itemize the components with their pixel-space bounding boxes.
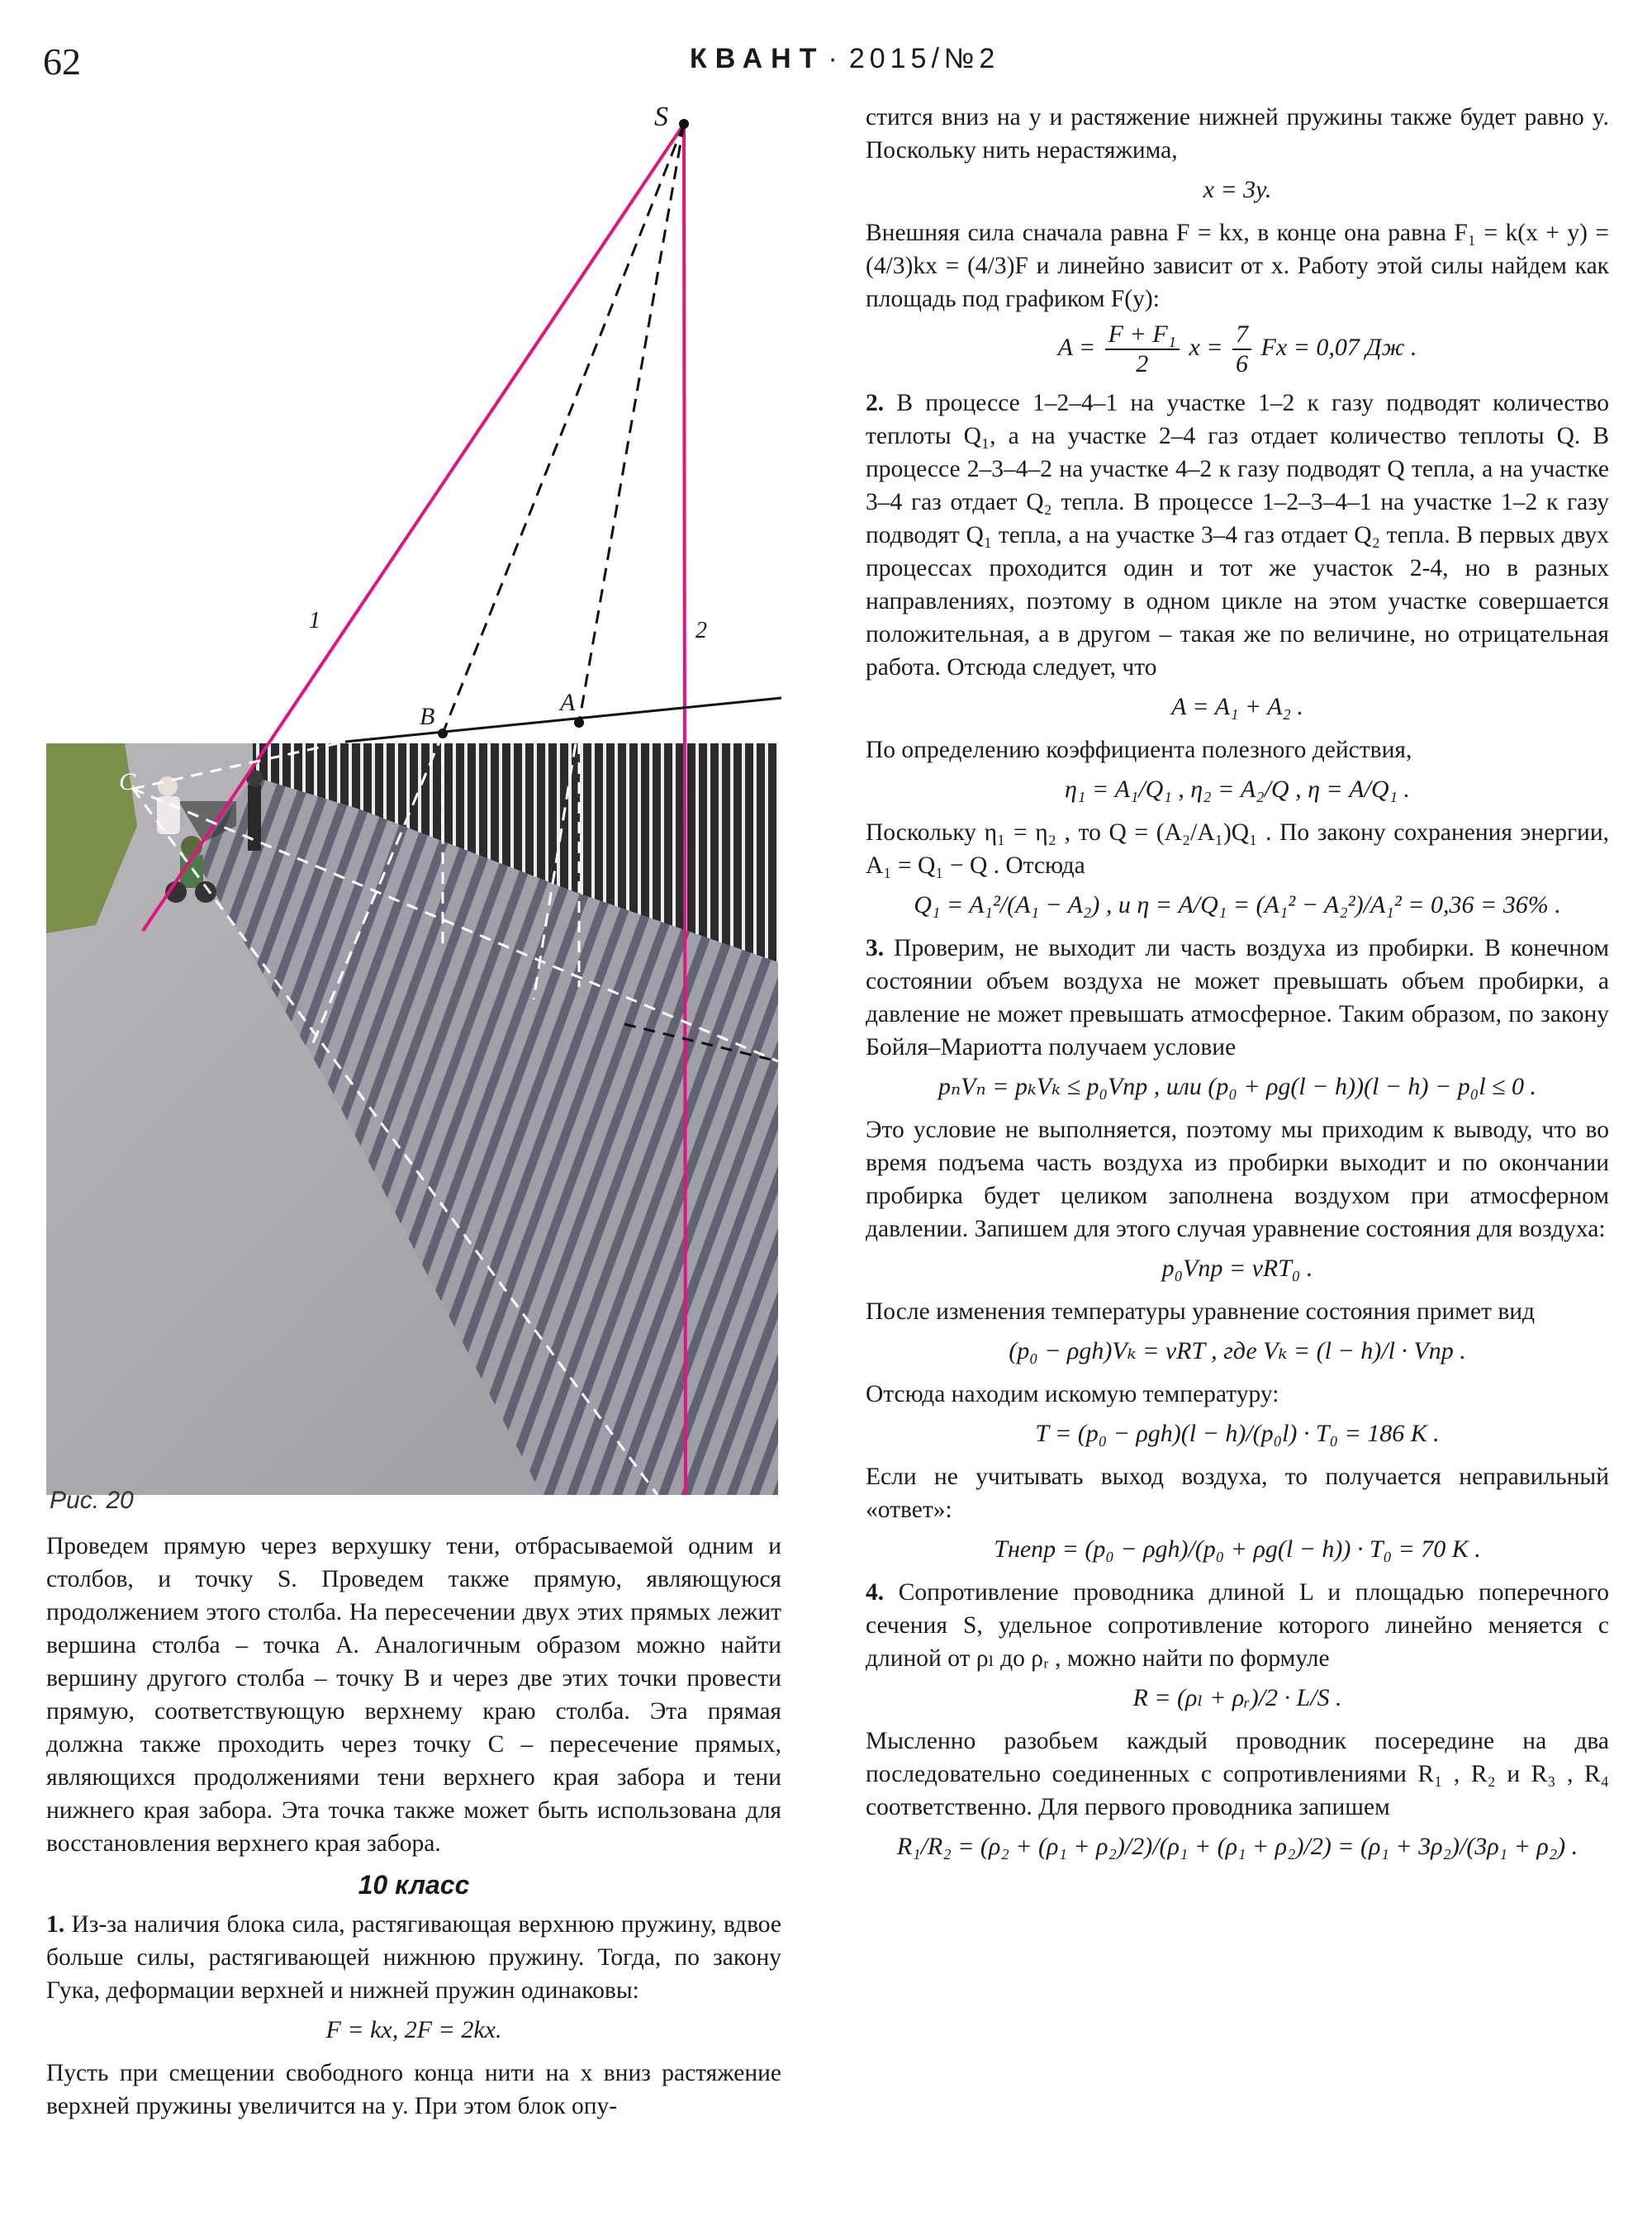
journal-header bbox=[690, 43, 999, 75]
photo bbox=[46, 743, 778, 1495]
problem-4 bbox=[866, 1576, 1609, 1675]
equation-q1: Q₁ = A₁²/(A₁ − A₂) , и η = A/Q₁ = (A₁² − A₂²)/A₁² = 0,36 = 36% . bbox=[914, 891, 1561, 918]
problem-1-intro bbox=[46, 1908, 781, 2007]
problem-2-text: В процессе 1–2–4–1 на участке 1–2 к газу подводят количество теплоты Q₁, а на участке 2–4 газ отдает количество теплоты Q. В процессе 2–3–4–2 на участке 4–2 к газу подводят Q тепла, а на участке 3–4 газ отдает Q₂ тепла. В процессе 1–2–3–4–1 на участке 1–2 к газу подводят Q₁ тепла, а на участке 3–4 газ отдает Q₂ тепла. В первых двух процессах проходится один и тот же участок 2-4, но в разных направлениях, поэтому в одном цикле на этом участке совершается положительная, а в другом – такая же по величине, но отрицательная работа. Отсюда следует, что bbox=[866, 390, 1610, 681]
equation-temp: T = (p₀ − ρgh)(l − h)/(p₀l) · T₀ = 186 К . bbox=[1035, 1420, 1440, 1447]
eq-work-den2: 6 bbox=[1236, 350, 1249, 377]
problem-1-number: 1. bbox=[46, 1911, 65, 1938]
equation-hooke: F = kx, 2F = 2kx. bbox=[325, 2016, 502, 2043]
eq-work-lhs: A = bbox=[1057, 333, 1096, 361]
equation-ratio: R₁/R₂ = (ρ₂ + (ρ₁ + ρ₂)/2)/(ρ₁ + (ρ₁ + ρ₂)/2) = (ρ₁ + 3ρ₂)/(3ρ₁ + ρ₂) . bbox=[896, 1833, 1578, 1860]
fig20-explanation: Проведем прямую через верхушку тени, отбрасываемой одним и столбов, и точку S. Проведем также прямую, являющуюся продолжением этого столба. На пересечении двух этих прямых лежит вершина столба – точка A. Аналогичным образом можно найти вершину другого столба – точку B и через две этих точки провести прямую, соответствующую верхнему краю столба. Эта прямая должна также проходить через точку C – пересечение прямых, являющихся продолжениями тени верхнего края забора и тени нижнего края забора. Эта точка также может быть использована для восстановления верхнего края забора. bbox=[46, 1533, 781, 1857]
problem-3 bbox=[866, 932, 1609, 1064]
figure-caption: Рис. 20 bbox=[50, 1487, 134, 1514]
label-a: A bbox=[560, 689, 576, 716]
equation-x-3y: x = 3y. bbox=[1203, 176, 1272, 203]
problem-4-text: Сопротивление проводника длиной L и площадью поперечного сечения S, удельное сопротивление которого линейно меняется с длиной от ρₗ до ρᵣ , можно найти по формуле bbox=[866, 1579, 1609, 1672]
section-title: 10 класс bbox=[358, 1870, 470, 1900]
problem-3-number: 3. bbox=[866, 935, 885, 961]
equation-condition: pₙVₙ = pₖVₖ ≤ p₀Vпр , или (p₀ + ρg(l − h))(l − h) − p₀l ≤ 0 . bbox=[938, 1073, 1537, 1100]
split-text: Мысленно разобьем каждый проводник посередине на два последовательно соединенных с сопротивлениями R₁ , R₂ и R₃ , R₄ соответственно. Для первого проводника запишем bbox=[866, 1728, 1609, 1820]
journal-name: КВАНТ bbox=[690, 43, 825, 74]
equation-wrong: Tнепр = (p₀ − ρgh)/(p₀ + ρg(l − h)) · T₀ = 70 К . bbox=[994, 1535, 1481, 1563]
problem-1-text: Из-за наличия блока сила, растягивающая верхнюю пружину, вдвое больше силы, растягивающей нижнюю пружину. Тогда, по закону Гука, деформации верхней и нижней пружин одинаковы: bbox=[46, 1911, 781, 2004]
label-line-1: 1 bbox=[309, 608, 320, 633]
right-column bbox=[866, 101, 1609, 1873]
temp-text: Отсюда находим искомую температуру: bbox=[866, 1381, 1279, 1407]
point-b-dot bbox=[438, 728, 448, 738]
dashed-s-a bbox=[579, 124, 684, 723]
equation-state: p₀Vпр = νRT₀ . bbox=[1161, 1255, 1313, 1282]
problem-1-continued: Пусть при смещении свободного конца нити на x вниз растяжение верхней пружины увеличится на y. При этом блок опу- bbox=[46, 2060, 781, 2119]
eq-work-frac2 bbox=[1232, 320, 1251, 378]
force-text: Внешняя сила сначала равна F = kx, в конце она равна F₁ = k(x + y) = (4/3)kx = (4/3)F и линейно зависит от x. Работу этой силы найдем как площадь под графиком F(y): bbox=[866, 220, 1609, 312]
page-number: 62 bbox=[43, 40, 81, 83]
header-separator: · bbox=[828, 43, 838, 74]
kpd-text: По определению коэффициента полезного действия, bbox=[866, 737, 1412, 763]
point-s-dot bbox=[679, 119, 689, 129]
since-text: Поскольку η₁ = η₂ , то Q = (A₂/A₁)Q₁ . По закону сохранения энергии, A₁ = Q₁ − Q . Отсюда bbox=[866, 819, 1609, 879]
after-text: После изменения температуры уравнение состояния примет вид bbox=[866, 1298, 1536, 1325]
line-2 bbox=[684, 124, 686, 1495]
problem-2-number: 2. bbox=[866, 390, 885, 416]
equation-work bbox=[866, 320, 1609, 378]
eq-work-num2: 7 bbox=[1232, 320, 1251, 350]
eq-work-den: 2 bbox=[1136, 350, 1149, 377]
label-c: C bbox=[119, 768, 136, 795]
eq-work-frac1 bbox=[1105, 320, 1180, 378]
point-a-dot bbox=[574, 718, 584, 728]
equation-state2: (p₀ − ρgh)Vₖ = νRT , где Vₖ = (l − h)/l · Vпр . bbox=[1009, 1337, 1466, 1364]
problem-1-cont: стится вниз на y и растяжение нижней пружины также будет равно y. Поскольку нить нерастяжима, bbox=[866, 104, 1609, 164]
eq-work-mid: x = bbox=[1189, 333, 1223, 361]
journal-issue: 2015/№2 bbox=[848, 43, 1000, 74]
label-s: S bbox=[654, 102, 668, 132]
eq-work-rhs: Fx = 0,07 Дж . bbox=[1260, 333, 1417, 361]
eq-work-num: F + F₁ bbox=[1105, 320, 1180, 350]
equation-a-sum: A = A₁ + A₂ . bbox=[1171, 693, 1303, 720]
equation-eta: η₁ = A₁/Q₁ , η₂ = A₂/Q , η = A/Q₁ . bbox=[1065, 776, 1410, 803]
problem-4-number: 4. bbox=[866, 1579, 885, 1606]
condition-text: Это условие не выполняется, поэтому мы приходим к выводу, что во время подъема часть воздуха из пробирки выходит и по окончании пробирка будет целиком заполнена воздухом при атмосферном давлении. Запишем для этого случая уравнение состояния для воздуха: bbox=[866, 1117, 1609, 1242]
label-b: B bbox=[420, 703, 435, 730]
wrong-answer-text: Если не учитывать выход воздуха, то получается неправильный «ответ»: bbox=[866, 1464, 1609, 1523]
figure-20 bbox=[46, 99, 790, 1495]
left-column bbox=[46, 1530, 781, 2123]
label-line-2: 2 bbox=[695, 618, 707, 643]
equation-resistance: R = (ρₗ + ρᵣ)/2 · L/S . bbox=[1132, 1684, 1342, 1711]
problem-2 bbox=[866, 387, 1609, 684]
problem-3-text: Проверим, не выходит ли часть воздуха из пробирки. В конечном состоянии объем воздуха не может превышать объем пробирки, а давление не может превышать атмосферное. Таким образом, по закону Бойля–Мариотта получаем условие bbox=[866, 935, 1610, 1061]
